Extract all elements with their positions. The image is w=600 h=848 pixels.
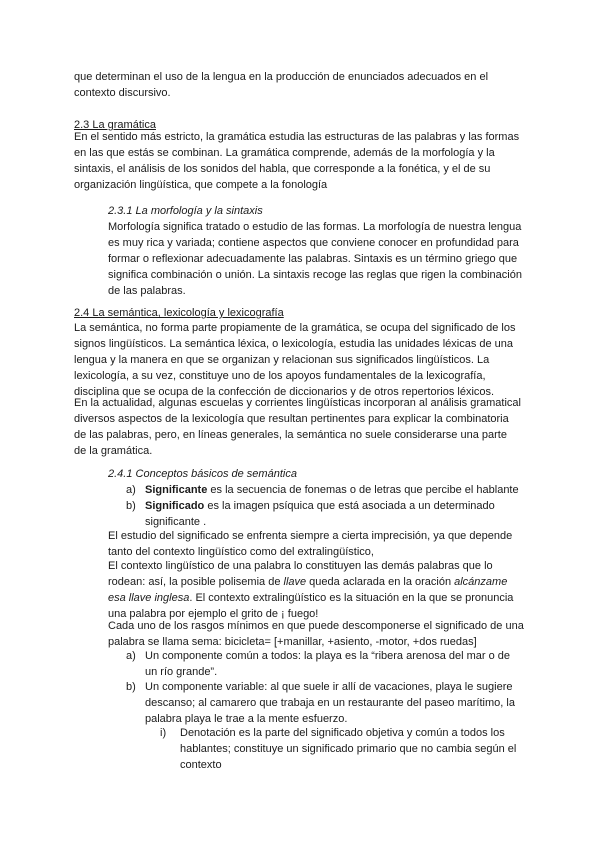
list-item-componente-comun: Un componente común a todos: la playa es la “ribera arenosa del mar o de un río grande”. <box>145 650 511 678</box>
paragraph-contexto-linguistico <box>108 558 524 622</box>
term-significado: Significado <box>145 500 205 512</box>
section-2-3-paragraph: En el sentido más estricto, la gramática estudia las estructuras de las palabras y las formas en las que estás se combinan. La gramática comprende, además de la morfología y la sintaxis, el análisis de los sonidos del habla, que corresponde a la fonética, y el de su organización lingüística, que compete a la fonología <box>74 131 520 191</box>
section-2-4-1-heading: 2.4.1 Conceptos básicos de semántica <box>108 468 297 480</box>
list-item-significado <box>145 498 519 530</box>
example-word: llave <box>283 576 307 588</box>
definition-text: es la secuencia de fonemas o de letras que percibe el hablante <box>207 484 519 496</box>
section-2-4-heading: 2.4 La semántica, lexicología y lexicografía <box>74 307 284 319</box>
list-item-significante <box>145 482 525 498</box>
list-marker: b) <box>126 500 136 512</box>
list-marker: a) <box>126 484 136 496</box>
term-significante: Significante <box>145 484 208 496</box>
text-fragment: queda aclarada en la oración <box>306 576 455 588</box>
list-item-componente-variable: Un componente variable: al que suele ir allí de vacaciones, playa le sugiere descanso; al camarero que trabaja en un restaurante del paseo marítimo, la palabra playa le trae a la mente esfuerzo. <box>145 681 515 725</box>
definition-text: es la imagen psíquica que está asociada a un determinado significante . <box>145 500 495 528</box>
intro-continuation: que determinan el uso de la lengua en la producción de enunciados adecuados en el contexto discursivo. <box>74 71 489 99</box>
text-fragment: El contexto lingüístico de una palabra lo constituyen las demás palabras que lo rodean: así, la posible polisemia de <box>108 560 493 588</box>
paragraph-sema: Cada uno de los rasgos mínimos en que puede descomponerse el significado de una palabra se llama sema: bicicleta= [+manillar, +asiento, -motor, +dos ruedas] <box>108 620 524 648</box>
section-2-3-1-paragraph: Morfología significa tratado o estudio de las formas. La morfología de nuestra lengua es muy rica y variada; contiene aspectos que conviene conocer en profundidad para formar o reflexionar adecuadamente las palabras. Sintaxis es un término griego que significa combinación o unión. La sintaxis recoge las reglas que rigen la combinación de las palabras. <box>108 221 522 297</box>
list-item-denotacion: Denotación es la parte del significado objetiva y común a todos los hablantes; constituye un significado primario que no cambia según el contexto <box>180 727 517 771</box>
list-marker: i) <box>160 727 167 739</box>
text-fragment: . El contexto extralingüístico es la situación en la que se pronuncia una palabra por ejemplo el grito de ¡ fuego! <box>108 592 514 620</box>
list-marker: a) <box>126 650 136 662</box>
list-marker: b) <box>126 681 136 693</box>
section-2-4-paragraph-2: En la actualidad, algunas escuelas y corrientes lingüísticas incorporan al análisis gramatical diversos aspectos de la lexicología que resultan pertinentes para explicar la combinatoria de las palabras, pero, en líneas generales, la semántica no suele considerarse una parte de la gramática. <box>74 397 521 457</box>
example-sentence: alcánzame esa llave inglesa <box>108 576 508 604</box>
paragraph-estudio-significado: El estudio del significado se enfrenta siempre a cierta imprecisión, ya que depende tanto del contexto lingüístico como del extralingüístico, <box>108 530 513 558</box>
section-2-3-heading: 2.3 La gramática <box>74 119 156 131</box>
section-2-3-1-heading: 2.3.1 La morfología y la sintaxis <box>108 205 263 217</box>
section-2-4-paragraph-1: La semántica, no forma parte propiamente de la gramática, se ocupa del significado de los signos lingüísticos. La semántica léxica, o lexicología, estudia las unidades léxicas de una lengua y la manera en que se organizan y relacionan sus significados lingüísticos. La lexicología, a su vez, constituye uno de los apoyos fundamentales de la lexicografía, disciplina que se ocupa de la confección de diccionarios y de otros repertorios léxicos. <box>74 322 516 398</box>
